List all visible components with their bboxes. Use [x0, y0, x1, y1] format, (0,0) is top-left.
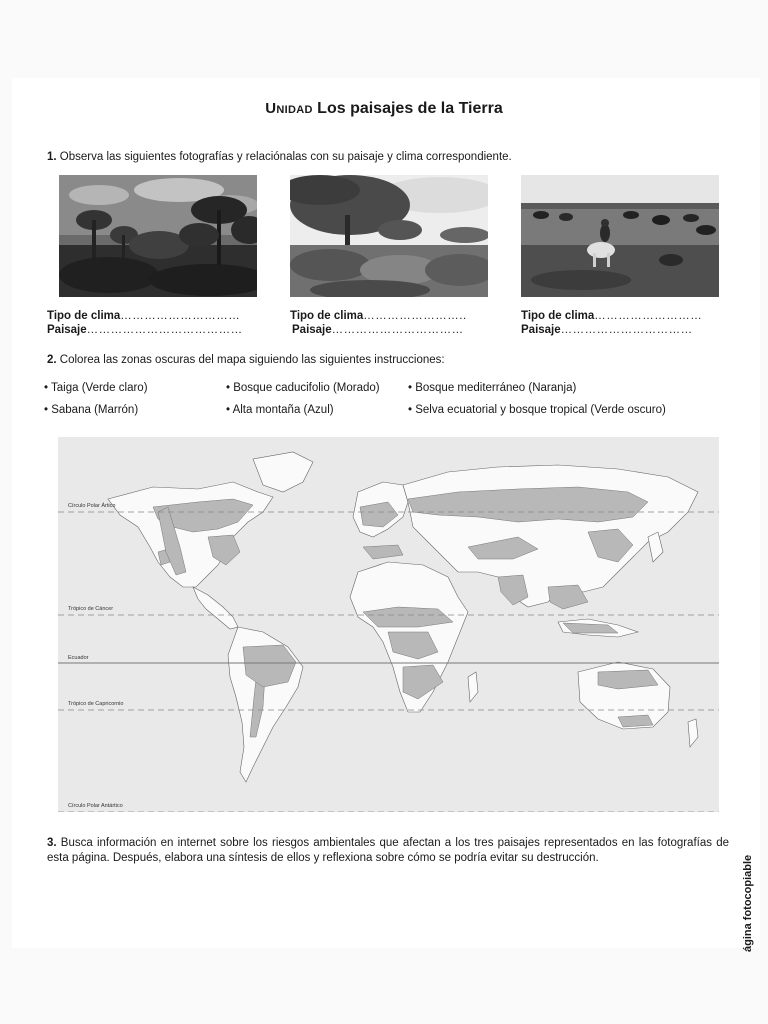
question-3-number: 3. [47, 837, 57, 849]
blank-paisaje-1[interactable]: Paisaje………………………………… [47, 324, 243, 336]
legend-alta-montana: • Alta montaña (Azul) [226, 404, 334, 416]
photo-tropical-forest [59, 175, 257, 297]
photo-savanna [521, 175, 719, 297]
world-map-graphic [58, 437, 719, 812]
legend-sabana: • Sabana (Marrón) [44, 404, 139, 416]
title-text: Los paisajes de la Tierra [317, 100, 503, 117]
question-1-number: 1. [47, 151, 57, 163]
question-2-number: 2. [47, 354, 57, 366]
unit-label: Unidad [265, 100, 313, 117]
question-3 [47, 836, 729, 866]
page-title [0, 100, 768, 118]
blank-clima-3[interactable]: Tipo de clima……………………… [521, 310, 703, 322]
blank-clima-1[interactable]: Tipo de clima………………………… [47, 310, 241, 322]
legend-bosque-caducifolio: • Bosque caducifolio (Morado) [226, 382, 380, 394]
blank-paisaje-2[interactable]: Paisaje…………………………… [292, 324, 464, 336]
question-2 [47, 353, 445, 368]
blank-clima-2[interactable]: Tipo de clima…………………….. [290, 310, 467, 322]
legend-selva-ecuatorial: • Selva ecuatorial y bosque tropical (Verde oscuro) [408, 404, 666, 416]
question-3-text: Busca información en internet sobre los riesgos ambientales que afectan a los tres paisajes representados en las fotografías de esta página. Después, elabora una síntesis de ellos y reflexiona sobre cómo se podría evitar su destrucción. [47, 837, 729, 864]
label-antartic: Círculo Polar Antártico [68, 803, 123, 809]
legend-taiga: • Taiga (Verde claro) [44, 382, 148, 394]
label-ecuador: Ecuador [68, 655, 89, 661]
label-cancer: Trópico de Cáncer [68, 606, 114, 612]
label-capricornio: Trópico de Capricornio [68, 701, 124, 707]
question-1-text: Observa las siguientes fotografías y relaciónalas con su paisaje y clima correspondiente. [59, 151, 512, 163]
photo-mediterranean-forest [290, 175, 488, 297]
world-map [58, 437, 719, 812]
question-1 [47, 150, 512, 165]
legend-bosque-mediterraneo: • Bosque mediterráneo (Naranja) [408, 382, 577, 394]
label-arctic: Círculo Polar Ártico [68, 503, 116, 509]
question-2-text: Colorea las zonas oscuras del mapa siguiendo las siguientes instrucciones: [59, 354, 445, 366]
blank-paisaje-3[interactable]: Paisaje…………………………… [521, 324, 693, 336]
side-label: ágina fotocopiable [742, 854, 754, 952]
